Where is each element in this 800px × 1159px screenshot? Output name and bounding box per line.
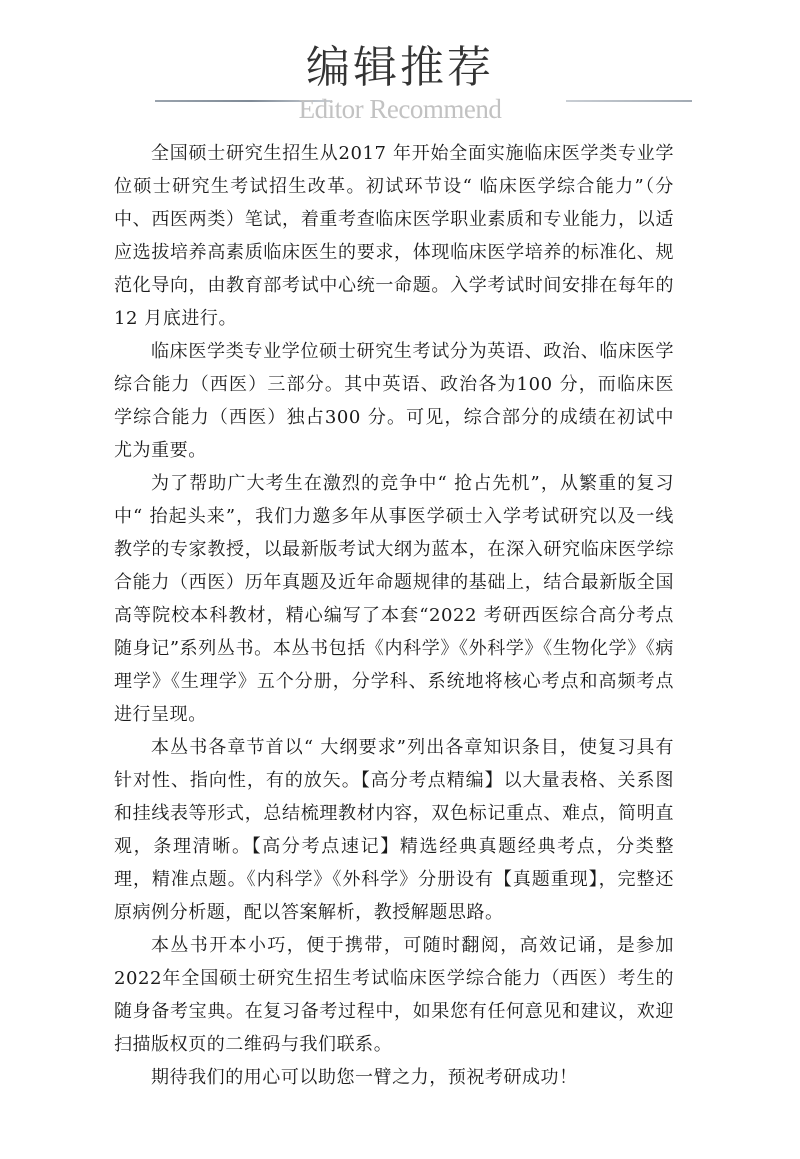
paragraph-features: 本丛书各章节首以“ 大纲要求”列出各章知识条目，使复习具有针对性、指向性，有的放矢。【高分考点精编】以大量表格、关系图和挂线表等形式，总结梳理教材内容，双色标记重点、难点，简明直观，条理清晰。【高分考点速记】精选经典真题经典考点，分类整理，精准点题。《内科学》《外科学》分册设有【真题重现】，完整还原病例分析题，配以答案解析，教授解题思路。 [114,737,674,923]
paragraph-closing: 期待我们的用心可以助您一臂之力，预祝考研成功！ [151,1067,578,1088]
paragraph-exam-structure: 临床医学类专业学位硕士研究生考试分为英语、政治、临床医学综合能力（西医）三部分。其中英语、政治各为100 分，而临床医学综合能力（西医）独占300 分。可见，综合部分的成绩在初试中尤为重要。 [114,341,674,461]
page-header [0,0,800,130]
paragraph-intro: 全国硕士研究生招生从2017 年开始全面实施临床医学类专业学位硕士研究生考试招生改革。初试环节设“ 临床医学综合能力”（分中、西医两类）笔试，着重考查临床医学职业素质和专业能力，以适应选拔培养高素质临床医生的要求，体现临床医学培养的标准化、规范化导向，由教育部考试中心统一命题。入学考试时间安排在每年的12 月底进行。 [114,143,674,329]
page-title: 编辑推荐 [306,42,494,93]
page-subtitle: Editor Recommend [298,94,502,124]
paragraph-usage: 本丛书开本小巧，便于携带，可随时翻阅，高效记诵，是参加2022年全国硕士研究生招生考试临床医学综合能力（西医）考生的随身备考宝典。在复习备考过程中，如果您有任何意见和建议，欢迎扫描版权页的二维码与我们联系。 [114,935,674,1055]
paragraph-series-intro: 为了帮助广大考生在激烈的竞争中“ 抢占先机”，从繁重的复习中“ 抬起头来”，我们力邀多年从事医学硕士入学考试研究以及一线教学的专家教授，以最新版考试大纲为蓝本，在深入研究临床医学综合能力（西医）历年真题及近年命题规律的基础上，结合最新版全国高等院校本科教材，精心编写了本套“2022 考研西医综合高分考点随身记”系列丛书。本丛书包括《内科学》《外科学》《生物化学》《病理学》《生理学》五个分册，分学科、系统地将核心考点和高频考点进行呈现。 [114,473,674,725]
body-text [114,137,674,1094]
